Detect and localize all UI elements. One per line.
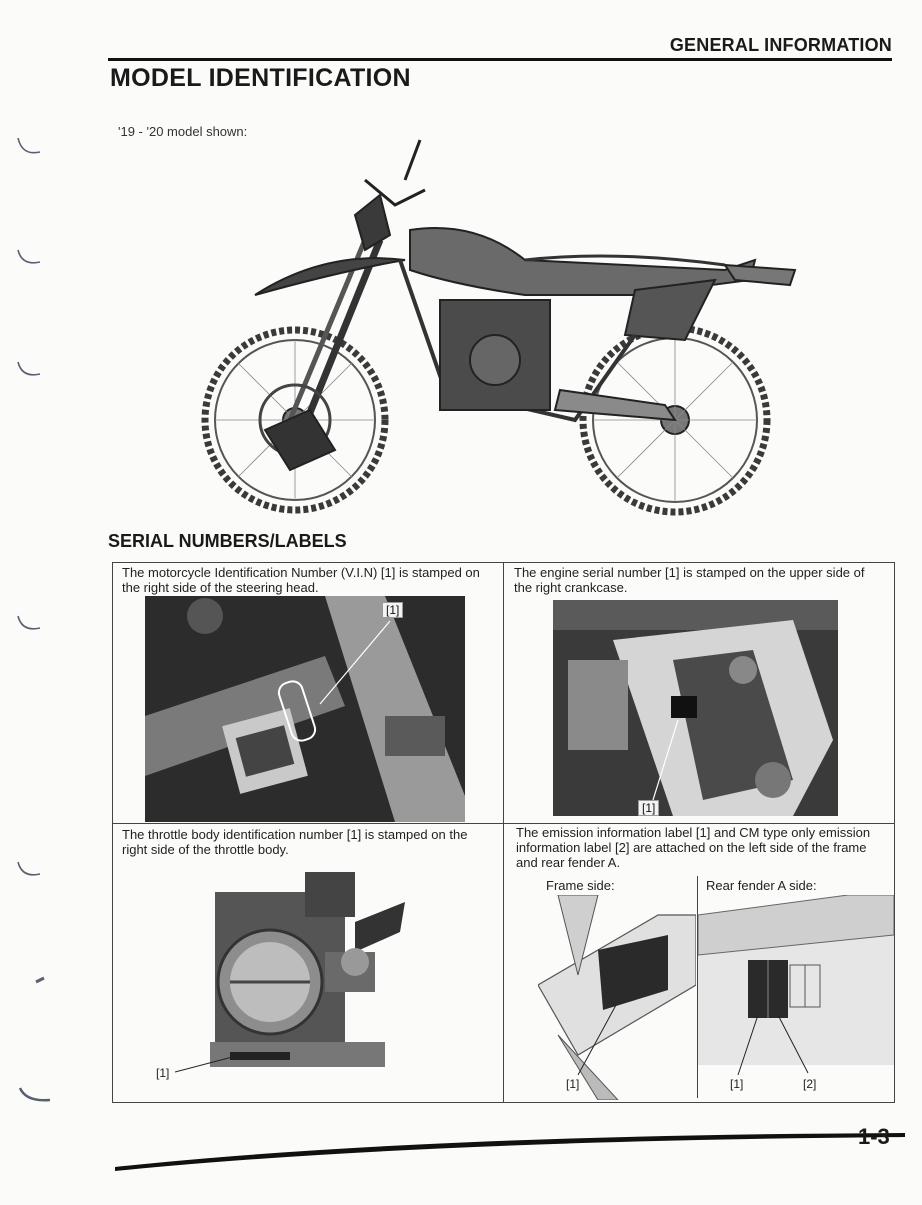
serial-section-title: SERIAL NUMBERS/LABELS — [108, 531, 347, 551]
footer-rule — [115, 1115, 905, 1175]
throttle-description: The throttle body identification number [1] is stamped on the right side of the throttle body. — [122, 827, 468, 857]
frame-side-illustration — [538, 895, 696, 1100]
emission-description: The emission information label [1] and CM type only emission information label [2] are attached on the left side of the frame and rear fender A. — [516, 825, 871, 870]
fender-side-label: Rear fender A side: — [706, 878, 817, 893]
vin-photo — [145, 596, 465, 822]
vin-description: The motorcycle Identification Number (V.I.N) [1] is stamped on the right side of the steering head. — [122, 565, 480, 595]
table-divider-vertical — [503, 562, 504, 1103]
throttle-callout: [1] — [156, 1066, 170, 1080]
vin-callout: [1] — [382, 602, 403, 618]
throttle-body-illustration — [205, 862, 410, 1077]
frame-side-label: Frame side: — [546, 878, 615, 893]
page-title: MODEL IDENTIFICATION — [110, 64, 411, 92]
binder-marks — [0, 0, 60, 1205]
engine-serial-description: The engine serial number [1] is stamped on the upper side of the right crankcase. — [514, 565, 865, 595]
model-note: '19 - '20 model shown: — [118, 124, 248, 139]
throttle-callout-line — [175, 1052, 245, 1077]
fender-side-illustration — [698, 895, 894, 1100]
motorcycle-illustration — [195, 120, 805, 520]
header-rule — [108, 58, 892, 61]
fender-callout-2: [2] — [803, 1077, 817, 1091]
frame-side-callout: [1] — [566, 1077, 580, 1091]
fender-callout-1: [1] — [730, 1077, 744, 1091]
page-number: 1-3 — [858, 1124, 890, 1149]
engine-photo — [553, 600, 838, 816]
engine-callout: [1] — [638, 800, 659, 816]
section-header: GENERAL INFORMATION — [669, 35, 892, 55]
table-divider-horizontal — [112, 823, 895, 824]
